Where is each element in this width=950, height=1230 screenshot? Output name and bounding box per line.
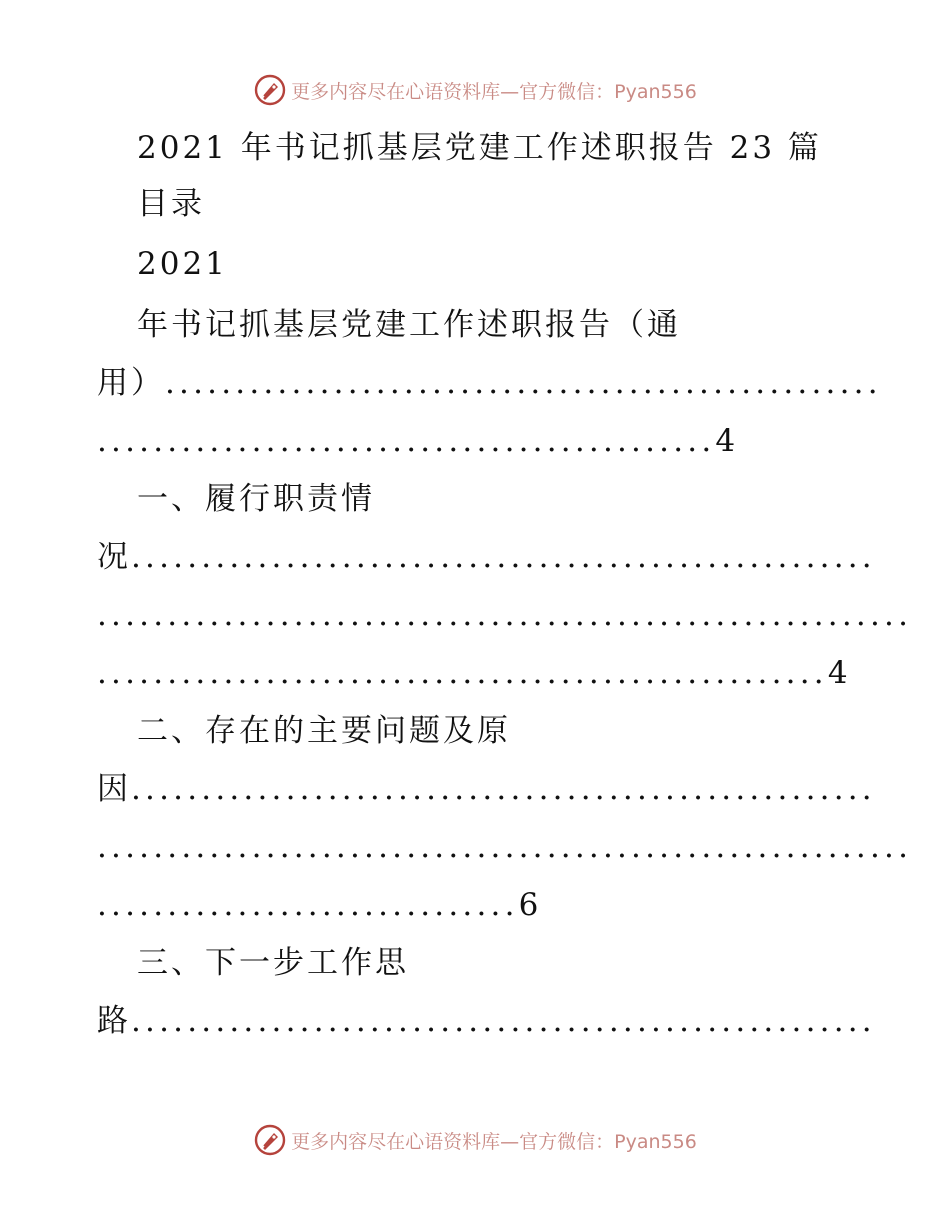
toc-entry-2-page: 4 (827, 655, 848, 691)
toc-entry-2-line1: 一、履行职责情 (137, 481, 375, 517)
toc-entry-3-line1: 二、存在的主要问题及原 (137, 713, 511, 749)
watermark-text: 更多内容尽在心语资料库—官方微信：Pyan556 (291, 1130, 697, 1153)
toc-entry-3-leader-row1: 因..................................................... (97, 771, 876, 807)
watermark-banner-top (0, 70, 950, 110)
toc-entry-3-cont: 因 (97, 771, 131, 807)
toc-entry-1-leader-row2: ............................................4 (97, 423, 736, 459)
toc-entry-1-leader-row1: 用）................................................... (97, 365, 882, 401)
toc-heading: 目录 (137, 186, 205, 222)
toc-entry-2-leader-row1: 况..................................................... (97, 539, 876, 575)
toc-entry-4-leader-row1: 路..................................................... (97, 1003, 876, 1039)
pen-nib-circle-icon (253, 1123, 287, 1157)
toc-entry-3-page: 6 (518, 887, 539, 923)
toc-entry-1-page: 4 (715, 423, 736, 459)
toc-entry-3-leader-row2: .......................................................... (97, 829, 913, 865)
toc-entry-2-cont: 况 (97, 539, 131, 575)
document-title: 2021 年书记抓基层党建工作述职报告 23 篇 (137, 130, 822, 166)
toc-entry-2-leader-row3: ....................................................4 (97, 655, 848, 691)
pen-nib-circle-icon (253, 73, 287, 107)
toc-entry-3-leader-row3: ..............................6 (97, 887, 539, 923)
toc-entry-1-line2: 年书记抓基层党建工作述职报告（通 (137, 307, 681, 343)
toc-entry-4-line1: 三、下一步工作思 (137, 945, 409, 981)
toc-entry-2-leader-row2: .......................................................... (97, 597, 913, 633)
watermark-text: 更多内容尽在心语资料库—官方微信：Pyan556 (291, 80, 697, 103)
toc-entry-4-cont: 路 (97, 1003, 131, 1039)
toc-entry-1-cont: 用） (97, 365, 165, 401)
toc-entry-1-line1: 2021 (137, 246, 228, 282)
watermark-banner-bottom (0, 1120, 950, 1160)
